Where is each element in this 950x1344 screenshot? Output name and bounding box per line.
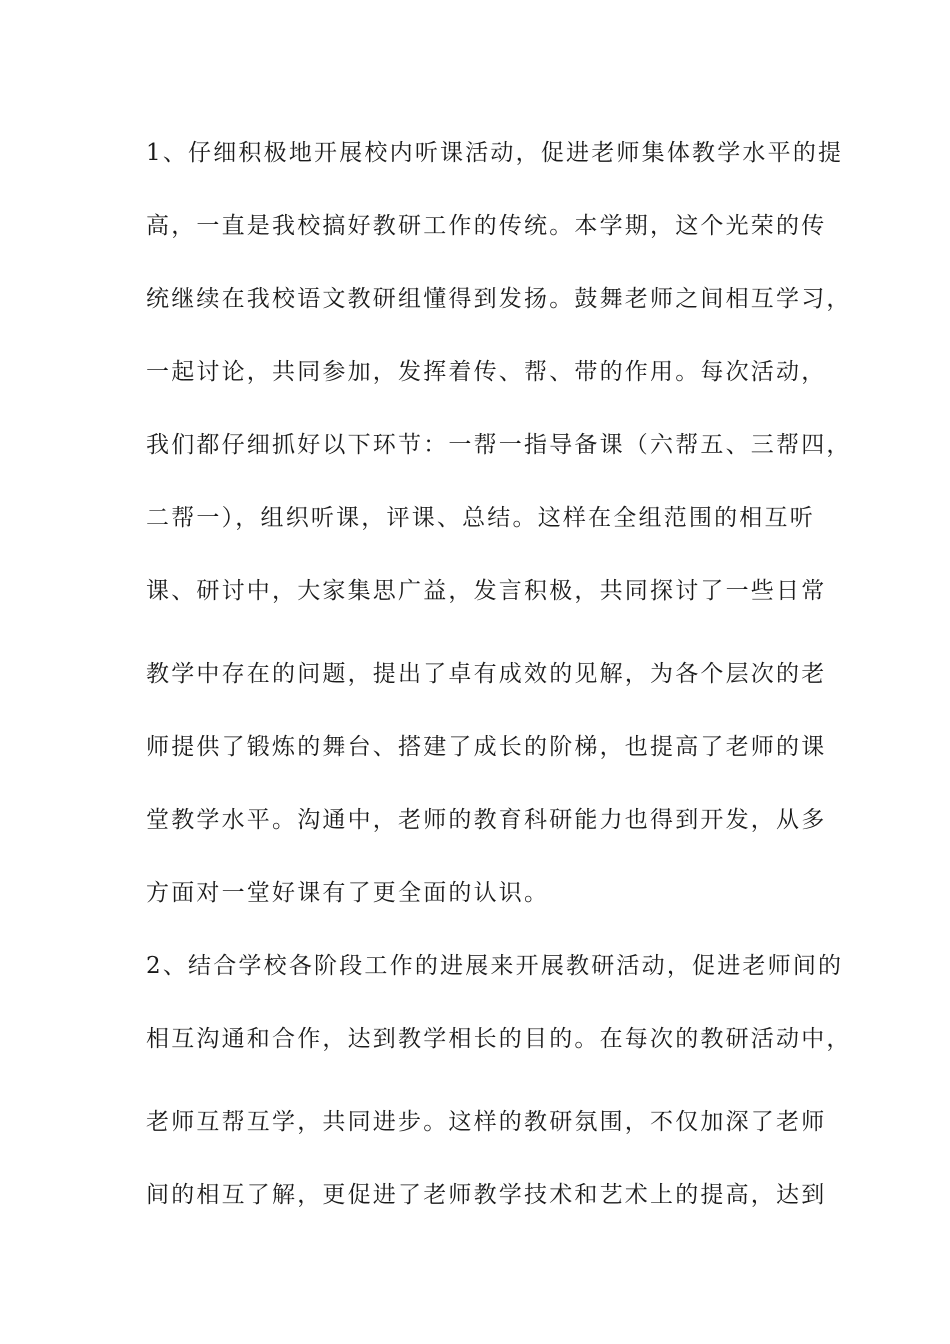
text-line: 堂教学水平。沟通中，老师的教育科研能力也得到开发，从多 (146, 807, 827, 833)
text-line: 二帮一），组织听课，评课、总结。这样在全组范围的相互听 (146, 505, 815, 531)
text-line: 师提供了锻炼的舞台、搭建了成长的阶梯，也提高了老师的课 (146, 734, 827, 760)
text-line: 老师互帮互学，共同进步。这样的教研氛围，不仅加深了老师 (146, 1109, 827, 1135)
text-line: 统继续在我校语文教研组懂得到发扬。鼓舞老师之间相互学习， (146, 286, 852, 312)
text-line: 方面对一堂好课有了更全面的认识。 (146, 880, 550, 906)
text-line: 2、结合学校各阶段工作的进展来开展教研活动，促进老师间的 (146, 953, 844, 979)
text-line: 我们都仔细抓好以下环节：一帮一指导备课（六帮五、三帮四， (146, 432, 852, 458)
text-line: 教学中存在的问题，提出了卓有成效的见解，为各个层次的老 (146, 661, 827, 687)
text-line: 高，一直是我校搞好教研工作的传统。本学期，这个光荣的传 (146, 213, 827, 239)
text-line: 相互沟通和合作，达到教学相长的目的。在每次的教研活动中， (146, 1026, 852, 1052)
text-line: 课、研讨中，大家集思广益，发言积极，共同探讨了一些日常 (146, 578, 827, 604)
text-line: 一起讨论，共同参加，发挥着传、帮、带的作用。每次活动， (146, 359, 827, 385)
text-line: 1、仔细积极地开展校内听课活动，促进老师集体教学水平的提 (146, 140, 844, 166)
text-line: 间的相互了解，更促进了老师教学技术和艺术上的提高，达到 (146, 1182, 827, 1208)
